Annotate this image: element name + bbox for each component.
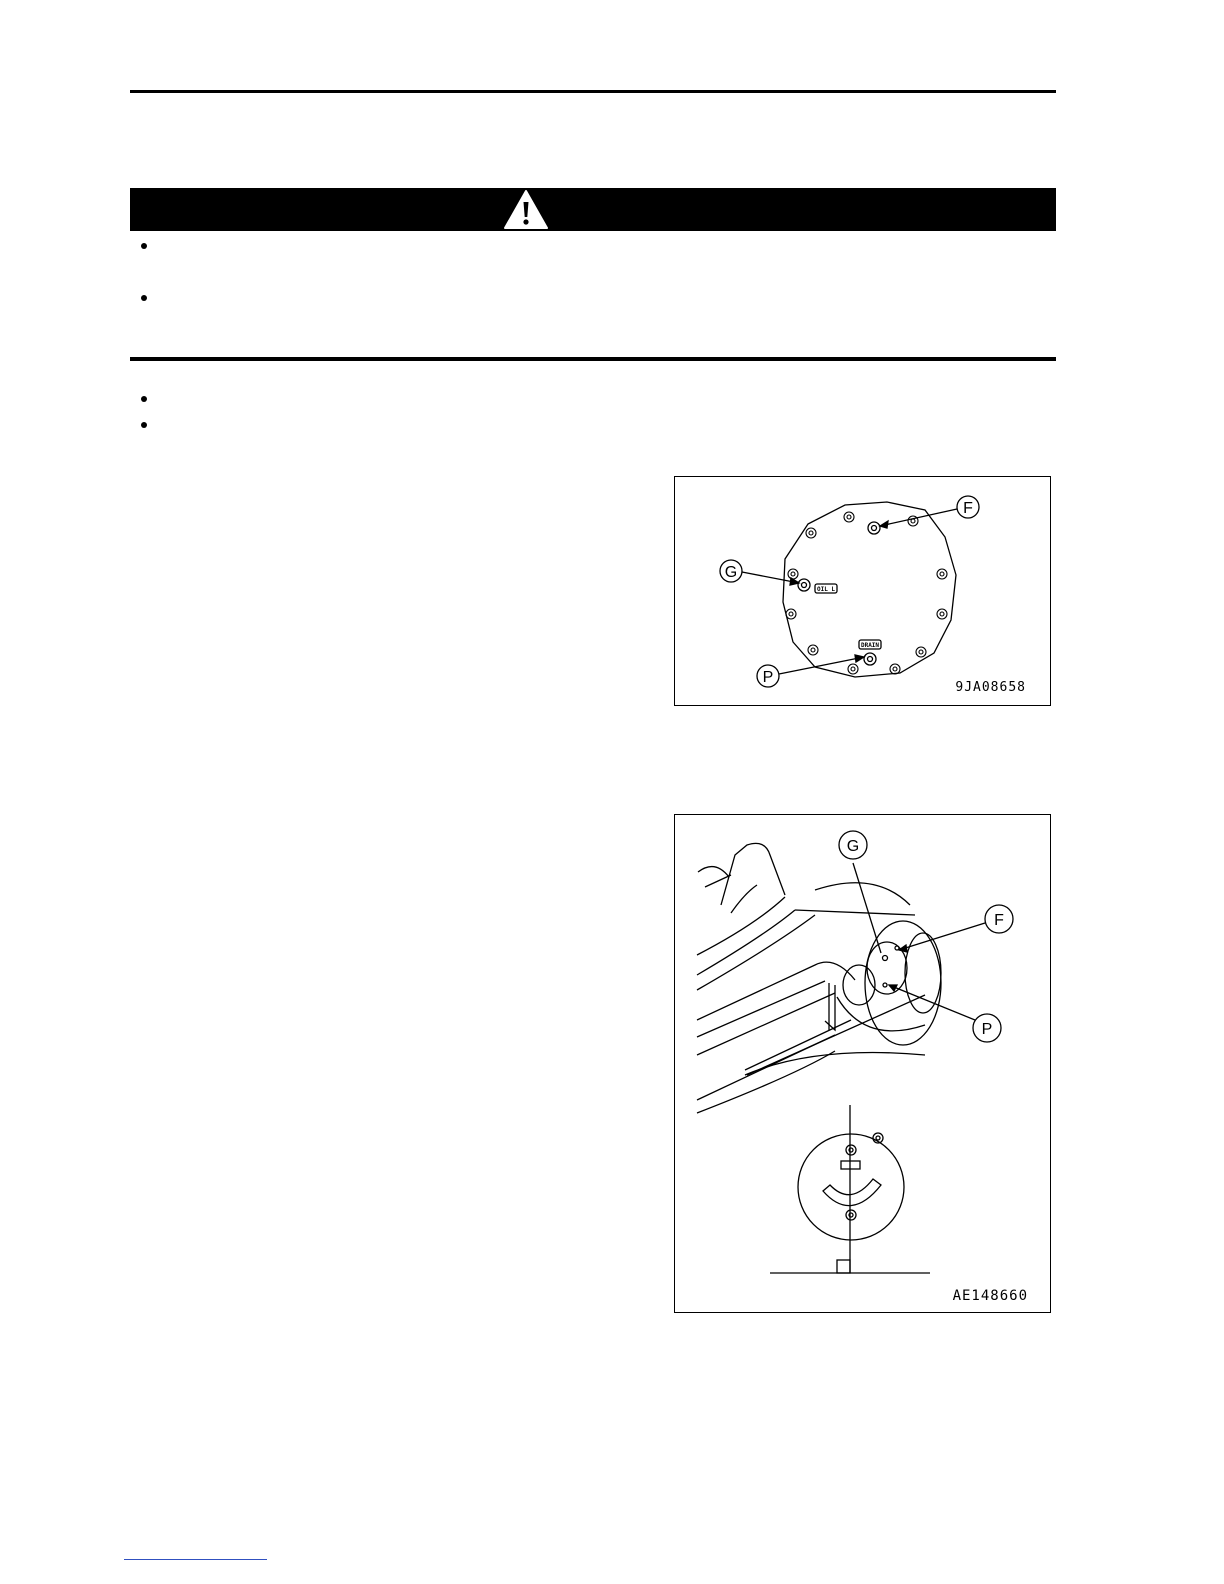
- oil-level-plate: OIL L: [816, 586, 836, 593]
- header-rule: [130, 90, 1056, 93]
- track-final-drive-drawing: [675, 815, 1052, 1314]
- note-bullet-1: [141, 396, 147, 402]
- figure-track-final-drive: [674, 814, 1051, 1313]
- figure-code: AE148660: [952, 1288, 1028, 1304]
- warning-bullet-2: [141, 295, 147, 301]
- final-drive-cover-drawing: [675, 477, 1052, 707]
- drain-plate: DRAIN: [860, 642, 880, 649]
- note-bullet-2: [141, 422, 147, 428]
- callout-f: F: [963, 500, 973, 517]
- callout-g: G: [846, 838, 860, 855]
- warning-triangle-icon: [502, 188, 550, 231]
- callout-g: G: [724, 564, 738, 581]
- warning-banner: [130, 188, 1056, 231]
- warning-bullet-1: [141, 243, 147, 249]
- callout-p: P: [762, 669, 774, 686]
- callout-f: F: [994, 912, 1004, 929]
- warning-end-rule: [130, 357, 1056, 361]
- figure-code: 9JA08658: [955, 680, 1026, 695]
- figure-final-drive-cover: [674, 476, 1051, 706]
- footer-link-underline[interactable]: [124, 1559, 267, 1560]
- callout-p: P: [981, 1021, 993, 1038]
